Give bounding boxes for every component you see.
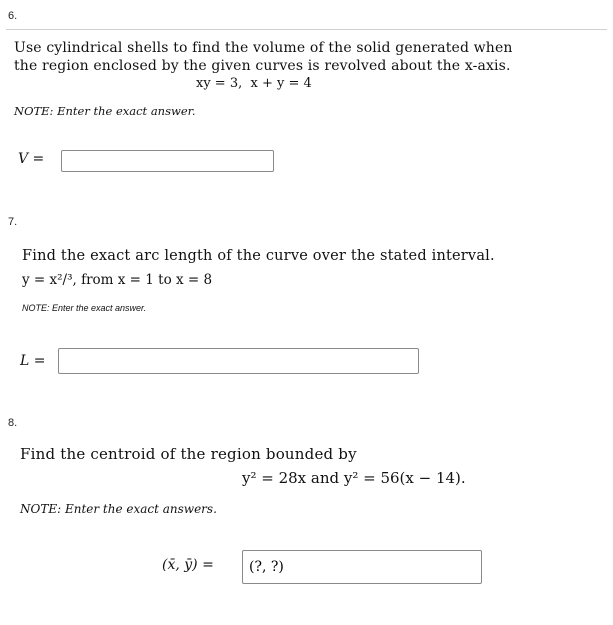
question-6-number: 6. xyxy=(8,10,18,22)
question-6-curves: xy = 3, x + y = 4 xyxy=(196,76,312,91)
question-7-answer-input[interactable] xyxy=(59,349,418,373)
question-6-text-line-1: Use cylindrical shells to find the volume of the solid generated when xyxy=(14,40,513,56)
question-8-text-line-1: Find the centroid of the region bounded by xyxy=(20,445,357,463)
question-8-note: NOTE: Enter the exact answers. xyxy=(20,502,217,516)
question-6-text-line-2: the region enclosed by the given curves is revolved about the x-axis. xyxy=(14,58,511,74)
question-6-answer-label: V = xyxy=(18,151,45,167)
question-8-answer-box[interactable] xyxy=(242,550,482,584)
question-7-curve: y = x²/³, from x = 1 to x = 8 xyxy=(22,272,213,288)
question-6-answer-box[interactable] xyxy=(61,150,274,172)
question-8-curves: y² = 28x and y² = 56(x − 14). xyxy=(242,469,466,487)
question-6-note: NOTE: Enter the exact answer. xyxy=(14,104,196,118)
question-8-answer-label: (x̄, ȳ) = xyxy=(162,557,214,573)
question-7-answer-box[interactable] xyxy=(58,348,419,374)
divider xyxy=(6,29,607,30)
question-8-answer-input[interactable] xyxy=(243,551,481,583)
question-6-answer-input[interactable] xyxy=(62,152,273,172)
question-7-number: 7. xyxy=(8,216,18,228)
question-7-note: NOTE: Enter the exact answer. xyxy=(22,303,147,313)
question-8-number: 8. xyxy=(8,417,18,429)
question-7-answer-label: L = xyxy=(20,353,46,369)
question-7-text-line-1: Find the exact arc length of the curve over the stated interval. xyxy=(22,248,495,264)
